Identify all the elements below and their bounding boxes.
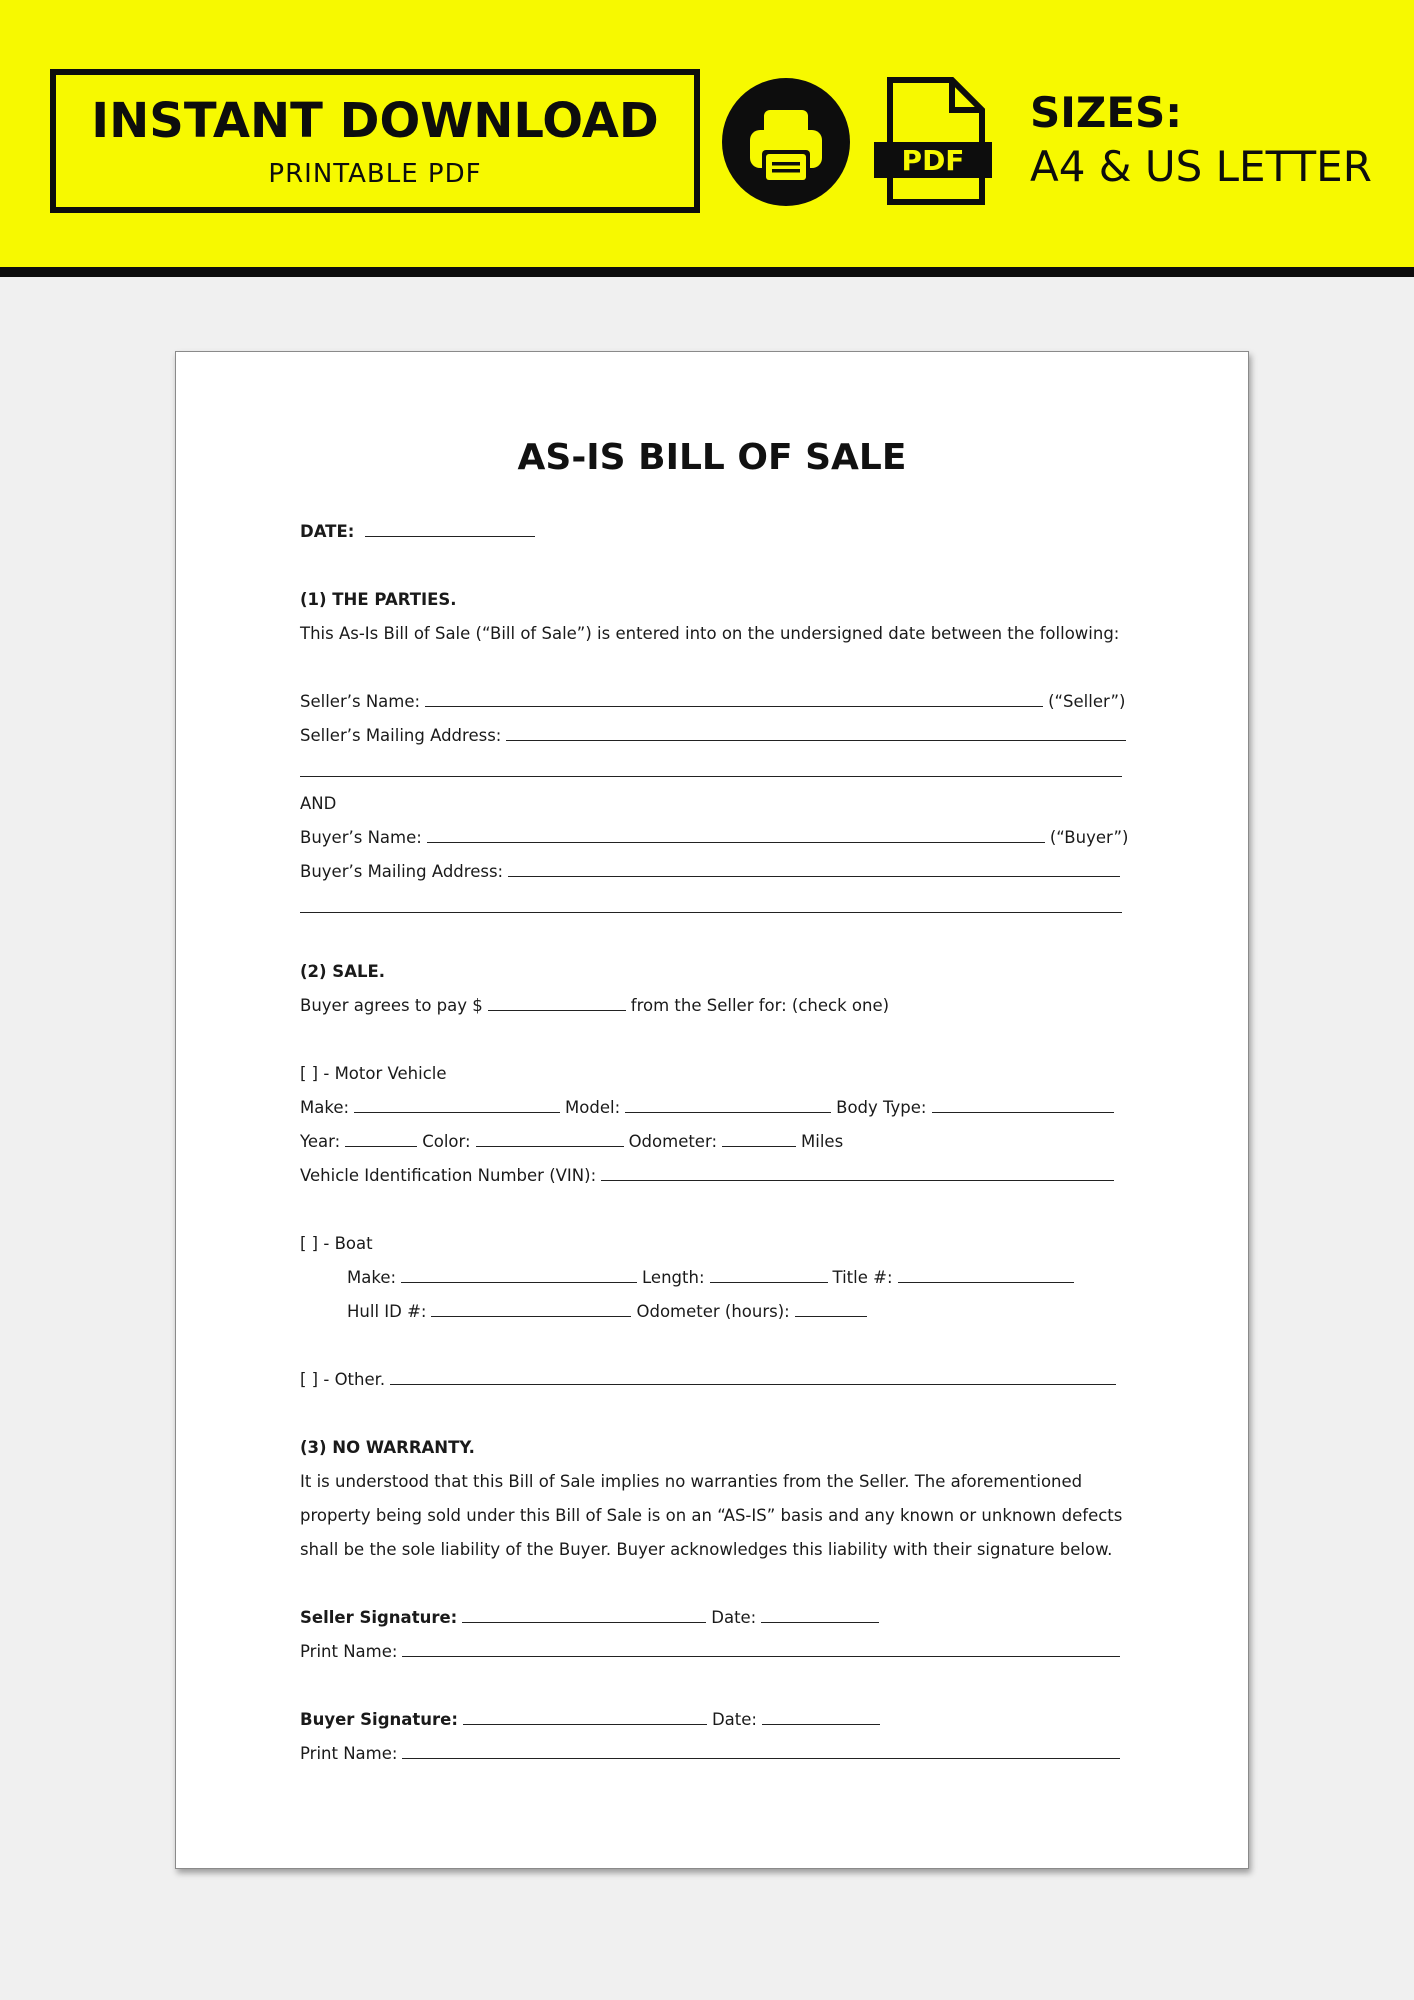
seller-suffix: (“Seller”) xyxy=(1048,692,1126,711)
section3-heading: (3) NO WARRANTY. xyxy=(300,1438,475,1457)
buyer-name-line xyxy=(300,830,1128,847)
buyer-print-name-label: Print Name: xyxy=(300,1744,398,1763)
miles-label: Miles xyxy=(801,1132,844,1151)
year-field[interactable] xyxy=(345,1145,417,1147)
vehicle-year-line xyxy=(300,1134,843,1151)
sizes-value: A4 & US LETTER xyxy=(1030,142,1372,191)
buyer-date-field[interactable] xyxy=(762,1723,880,1725)
buyer-print-name-line xyxy=(300,1746,1125,1763)
vin-field[interactable] xyxy=(601,1179,1114,1181)
buyer-signature-field[interactable] xyxy=(463,1723,707,1725)
buyer-address-line xyxy=(300,864,1125,881)
color-field[interactable] xyxy=(476,1145,624,1147)
instant-download-box xyxy=(50,69,700,213)
seller-name-line xyxy=(300,694,1125,711)
boat-make-line xyxy=(347,1270,1079,1287)
model-label: Model: xyxy=(565,1098,621,1117)
seller-name-field[interactable] xyxy=(425,705,1043,707)
seller-date-field[interactable] xyxy=(761,1621,879,1623)
section1-heading: (1) THE PARTIES. xyxy=(300,590,457,609)
model-field[interactable] xyxy=(625,1111,831,1113)
seller-date-label: Date: xyxy=(711,1608,757,1627)
date-label: DATE: xyxy=(300,522,355,541)
section1-intro: This As-Is Bill of Sale (“Bill of Sale”) is entered into on the undersigned date between the following: xyxy=(300,624,1120,643)
document-title: AS-IS BILL OF SALE xyxy=(517,437,907,478)
length-field[interactable] xyxy=(710,1281,828,1283)
make-field[interactable] xyxy=(354,1111,560,1113)
hull-id-label: Hull ID #: xyxy=(347,1302,427,1321)
vehicle-make-line xyxy=(300,1100,1119,1117)
boat-label: - Boat xyxy=(323,1234,373,1253)
odometer-hours-label: Odometer (hours): xyxy=(636,1302,790,1321)
sizes-label: SIZES: xyxy=(1030,88,1183,137)
pdf-badge-label: PDF xyxy=(901,144,965,177)
seller-address-field[interactable] xyxy=(506,739,1126,741)
boat-make-field[interactable] xyxy=(401,1281,637,1283)
date-field[interactable] xyxy=(365,535,535,537)
seller-signature-field[interactable] xyxy=(462,1621,706,1623)
make-label: Make: xyxy=(300,1098,350,1117)
seller-address-line xyxy=(300,728,1131,745)
boat-make-label: Make: xyxy=(347,1268,397,1287)
seller-print-name-line xyxy=(300,1644,1125,1661)
instant-download-title: INSTANT DOWNLOAD xyxy=(91,93,659,149)
seller-signature-line xyxy=(300,1610,884,1627)
and-label: AND xyxy=(300,794,337,813)
seller-print-name-field[interactable] xyxy=(402,1655,1120,1657)
payment-prefix: Buyer agrees to pay $ xyxy=(300,996,483,1015)
odometer-hours-field[interactable] xyxy=(795,1315,867,1317)
motor-vehicle-label: - Motor Vehicle xyxy=(323,1064,447,1083)
pdf-file-icon xyxy=(872,76,994,206)
hull-id-line xyxy=(347,1304,872,1321)
warranty-text-line3: shall be the sole liability of the Buyer. Buyer acknowledges this liability with their signature below. xyxy=(300,1540,1113,1559)
payment-amount-field[interactable] xyxy=(488,1009,626,1011)
motor-vehicle-option xyxy=(300,1066,447,1083)
printable-pdf-subtitle: PRINTABLE PDF xyxy=(268,159,482,189)
seller-signature-label: Seller Signature: xyxy=(300,1608,458,1627)
title-number-field[interactable] xyxy=(898,1281,1074,1283)
vin-line xyxy=(300,1168,1119,1185)
buyer-print-name-field[interactable] xyxy=(402,1757,1120,1759)
color-label: Color: xyxy=(422,1132,471,1151)
odometer-label: Odometer: xyxy=(628,1132,718,1151)
body-type-field[interactable] xyxy=(932,1111,1114,1113)
section2-heading: (2) SALE. xyxy=(300,962,386,981)
date-line xyxy=(300,524,540,541)
boat-checkbox[interactable]: [ ] xyxy=(300,1234,319,1253)
payment-line xyxy=(300,998,889,1015)
seller-print-name-label: Print Name: xyxy=(300,1642,398,1661)
warranty-text-line2: property being sold under this Bill of Sale is on an “AS-IS” basis and any known or unknown defects xyxy=(300,1506,1123,1525)
other-checkbox[interactable]: [ ] xyxy=(300,1370,319,1389)
vin-label: Vehicle Identification Number (VIN): xyxy=(300,1166,597,1185)
buyer-name-label: Buyer’s Name: xyxy=(300,828,422,847)
other-field[interactable] xyxy=(390,1383,1116,1385)
promo-banner xyxy=(0,0,1414,277)
motor-vehicle-checkbox[interactable]: [ ] xyxy=(300,1064,319,1083)
hull-id-field[interactable] xyxy=(431,1315,631,1317)
buyer-address-field[interactable] xyxy=(508,875,1120,877)
buyer-date-label: Date: xyxy=(711,1710,757,1729)
other-label: - Other. xyxy=(323,1370,386,1389)
buyer-address-field-line2[interactable] xyxy=(300,912,1122,913)
year-label: Year: xyxy=(300,1132,341,1151)
buyer-name-field[interactable] xyxy=(427,841,1045,843)
length-label: Length: xyxy=(642,1268,705,1287)
buyer-signature-label: Buyer Signature: xyxy=(300,1710,458,1729)
odometer-field[interactable] xyxy=(722,1145,796,1147)
title-number-label: Title #: xyxy=(832,1268,893,1287)
seller-address-label: Seller’s Mailing Address: xyxy=(300,726,502,745)
body-type-label: Body Type: xyxy=(836,1098,927,1117)
buyer-suffix: (“Buyer”) xyxy=(1049,828,1129,847)
warranty-text-line1: It is understood that this Bill of Sale implies no warranties from the Seller. The aforementioned xyxy=(300,1472,1083,1491)
boat-option xyxy=(300,1236,373,1253)
payment-suffix: from the Seller for: (check one) xyxy=(630,996,890,1015)
buyer-signature-line xyxy=(300,1712,885,1729)
other-option xyxy=(300,1372,1121,1389)
buyer-address-label: Buyer’s Mailing Address: xyxy=(300,862,504,881)
seller-name-label: Seller’s Name: xyxy=(300,692,421,711)
seller-address-field-line2[interactable] xyxy=(300,776,1122,777)
printer-icon xyxy=(722,78,850,206)
document-sheet xyxy=(175,351,1249,1869)
